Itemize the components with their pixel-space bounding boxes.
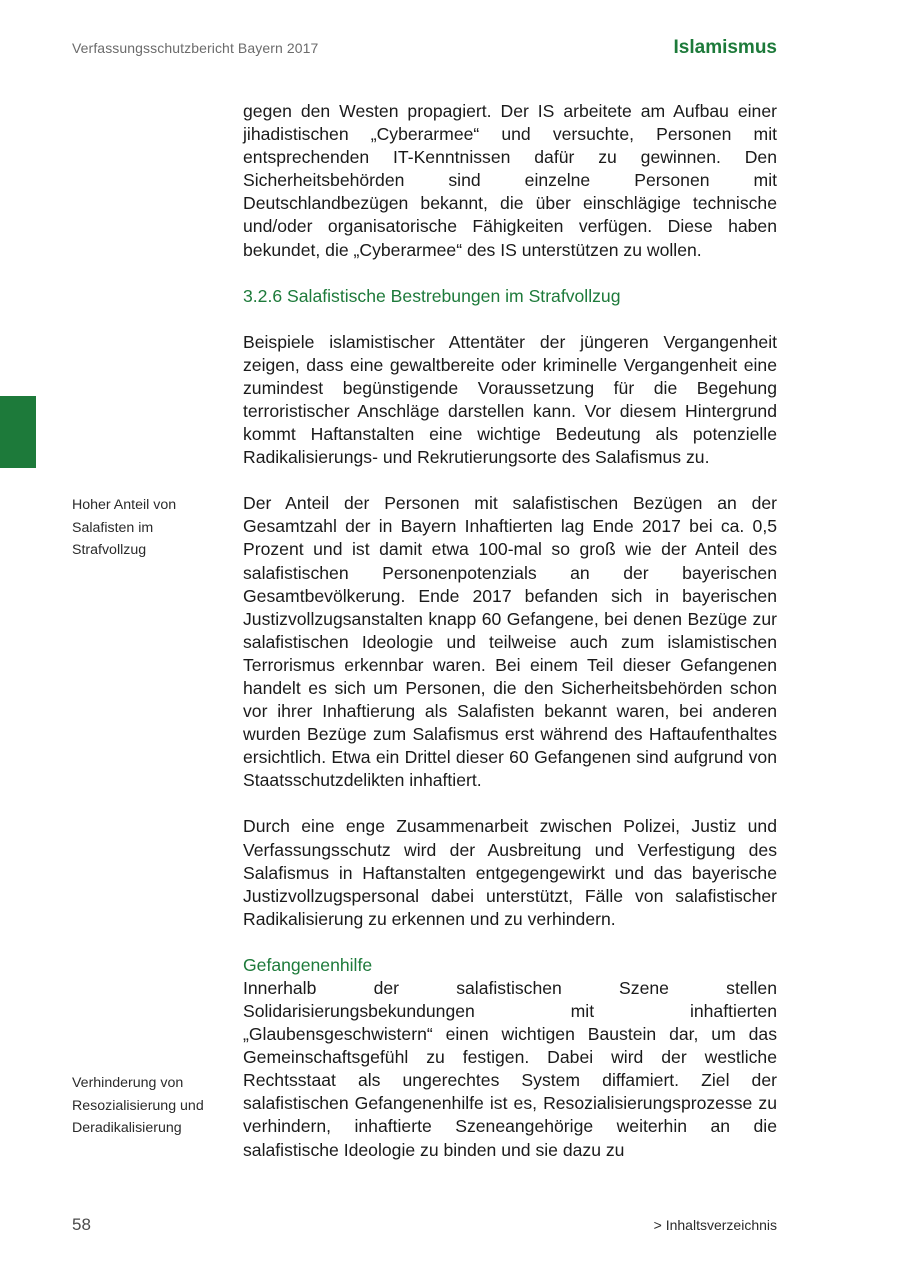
paragraph-prisoner-aid: Innerhalb der salafistischen Szene stellen Solidarisierungsbekundungen mit inhaftierten „Glaubensgeschwistern“ einen wichtigen Baustein dar, um das Gemeinschaftsgefühl zu festigen. Dabei wird der westliche Rechtsstaat als ungerechtes System diffamiert. Ziel der salafistischen Gefangenenhilfe ist es, Resozialisierungsprozesse zu verhindern, inhaftierte Szeneangehörige weiterhin an die salafistische Ideologie zu binden und sie dazu zu bbox=[243, 977, 777, 1160]
subheading-prisoner-aid: Gefangenenhilfe bbox=[243, 954, 373, 975]
paragraph-cyberarmee: gegen den Westen propagiert. Der IS arbeitete am Aufbau einer jihadistischen „Cyberarmee“ und versuchte, Personen mit entsprechenden IT-Kenntnissen dafür zu gewinnen. Den Sicherheitsbehörden sind einzelne Personen mit Deutschlandbezügen bekannt, die über einschlägige technische und/oder organisatorische Fähigkeiten verfügen. Diese haben bekundet, die „Cyberarmee“ des IS unterstützen zu wollen. bbox=[243, 101, 777, 260]
chapter-side-tab bbox=[0, 396, 36, 468]
header-publication-title: Verfassungsschutzbericht Bayern 2017 bbox=[72, 40, 319, 56]
paragraph-cooperation: Durch eine enge Zusammenarbeit zwischen Polizei, Justiz und Verfassungsschutz wird der Ausbreitung und Verfestigung des Salafismus in Haftanstalten entgegengewirkt und das bayerische Justizvollzugspersonal dabei unterstützt, Fälle von salafistischer Radikalisierung zu erkennen und zu verhindern. bbox=[243, 816, 777, 929]
header-chapter-title: Islamismus bbox=[673, 37, 777, 58]
page-number: 58 bbox=[72, 1215, 91, 1234]
paragraph-attackers: Beispiele islamistischer Attentäter der jüngeren Vergangenheit zeigen, dass eine gewaltbereite oder kriminelle Vergangenheit eine zumindest begünstigende Voraussetzung für die Begehung terroristischer Anschläge darstellen kann. Vor diesem Hintergrund kommt Haftanstalten eine wichtige Bedeutung als potenzielle Radikalisierungs- und Rekrutierungsorte des Salafismus zu. bbox=[243, 331, 777, 468]
margin-note-resocialization: Verhinderung von Resozialisierung und Deradikalisierung bbox=[72, 1075, 204, 1136]
main-text-column bbox=[243, 100, 777, 1162]
margin-note-salafists-share: Hoher Anteil von Salafisten im Strafvollzug bbox=[72, 497, 177, 558]
section-heading: 3.2.6 Salafistische Bestrebungen im Strafvollzug bbox=[243, 285, 621, 306]
toc-link[interactable]: > Inhaltsverzeichnis bbox=[653, 1217, 777, 1233]
paragraph-share-of-inmates: Der Anteil der Personen mit salafistischen Bezügen an der Gesamtzahl der in Bayern Inhaftierten lag Ende 2017 bei ca. 0,5 Prozent und ist damit etwa 100-mal so groß wie der Anteil des salafistischen Personenpotenzials an der bayerischen Gesamtbevölkerung. Ende 2017 befanden sich in bayerischen Justizvollzugsanstalten knapp 60 Gefangene, bei denen Bezüge zur salafistischen Ideologie und teilweise auch zum islamistischen Terrorismus erkennbar waren. Bei einem Teil dieser Gefangenen handelt es sich um Personen, die den Sicherheitsbehörden schon vor ihrer Inhaftierung als Salafisten bekannt waren, bei anderen wurden Bezüge zum Salafismus erst während des Haftaufenthaltes ersichtlich. Etwa ein Drittel dieser 60 Gefangenen sind aufgrund von Staatsschutzdelikten inhaftiert. bbox=[243, 493, 777, 791]
